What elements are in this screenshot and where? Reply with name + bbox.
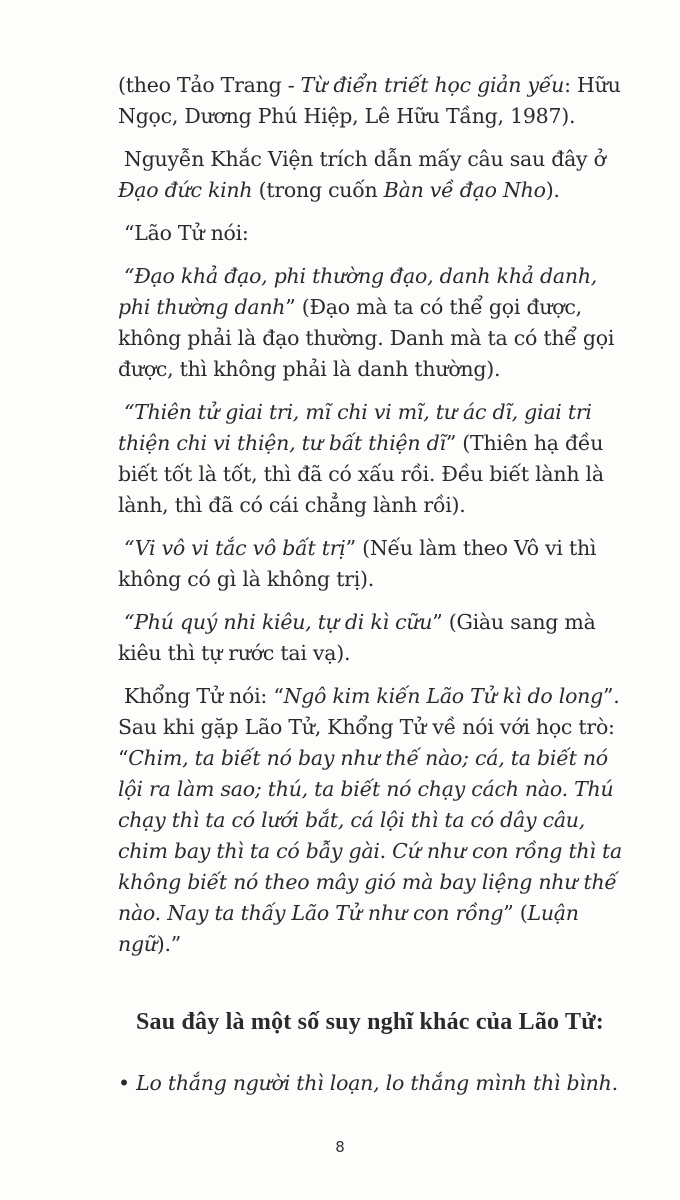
paragraph-lao-tzu-said: “Lão Tử nói: bbox=[124, 221, 249, 245]
bullet-item: • Lo thắng người thì loạn, lo thắng mình thì bình. bbox=[118, 1071, 618, 1095]
paragraph-citation: (theo Tảo Trang - Từ điển triết học giản yếu: Hữu Ngọc, Dương Phú Hiệp, Lê Hữu Tầng, 1987). bbox=[118, 73, 621, 128]
quote-thien-tu: “Thiên tử giai tri, mĩ chi vi mĩ, tư ác dĩ, giai tri thiện chi vi thiện, tư bất thiện dĩ” (Thiên hạ đều biết tốt là tốt, thì đã có xấu rồi. Đều biết lành là lành, thì đã có cái chẳng lành rồi). bbox=[118, 400, 604, 517]
quote-phu-quy: “Phú quý nhi kiêu, tự di kì cữu” (Giàu sang mà kiêu thì tự rước tai vạ). bbox=[118, 610, 596, 665]
quote-vo-vi: “Vi vô vi tắc vô bất trị” (Nếu làm theo Vô vi thì không có gì là không trị). bbox=[118, 536, 597, 591]
section-heading: Sau đây là một số suy nghĩ khác của Lão Tử: bbox=[135, 1009, 604, 1035]
page-number: 8 bbox=[335, 1138, 345, 1156]
paragraph-confucius: Khổng Tử nói: “Ngô kim kiến Lão Tử kì do long”. Sau khi gặp Lão Tử, Khổng Tử về nói với học trò: “Chim, ta biết nó bay như thế nào; cá, ta biết nó lội ra làm sao; thú, ta biết nó chạy cách nào. Thú chạy thì ta có lưới bắt, cá lội thì ta có dây câu, chim bay thì ta có bẫy gài. Cứ như con rồng thì ta không biết nó theo mây gió mà bay liệng như thế nào. Nay ta thấy Lão Tử như con rồng” (Luận ngữ).” bbox=[118, 684, 622, 956]
quote-dao: “Đạo khả đạo, phi thường đạo, danh khả danh, phi thường danh” (Đạo mà ta có thể gọi được, không phải là đạo thường. Danh mà ta có thể gọi được, thì không phải là danh thường). bbox=[118, 264, 615, 381]
paragraph-intro: Nguyễn Khắc Viện trích dẫn mấy câu sau đây ở Đạo đức kinh (trong cuốn Bàn về đạo Nho). bbox=[118, 147, 606, 202]
